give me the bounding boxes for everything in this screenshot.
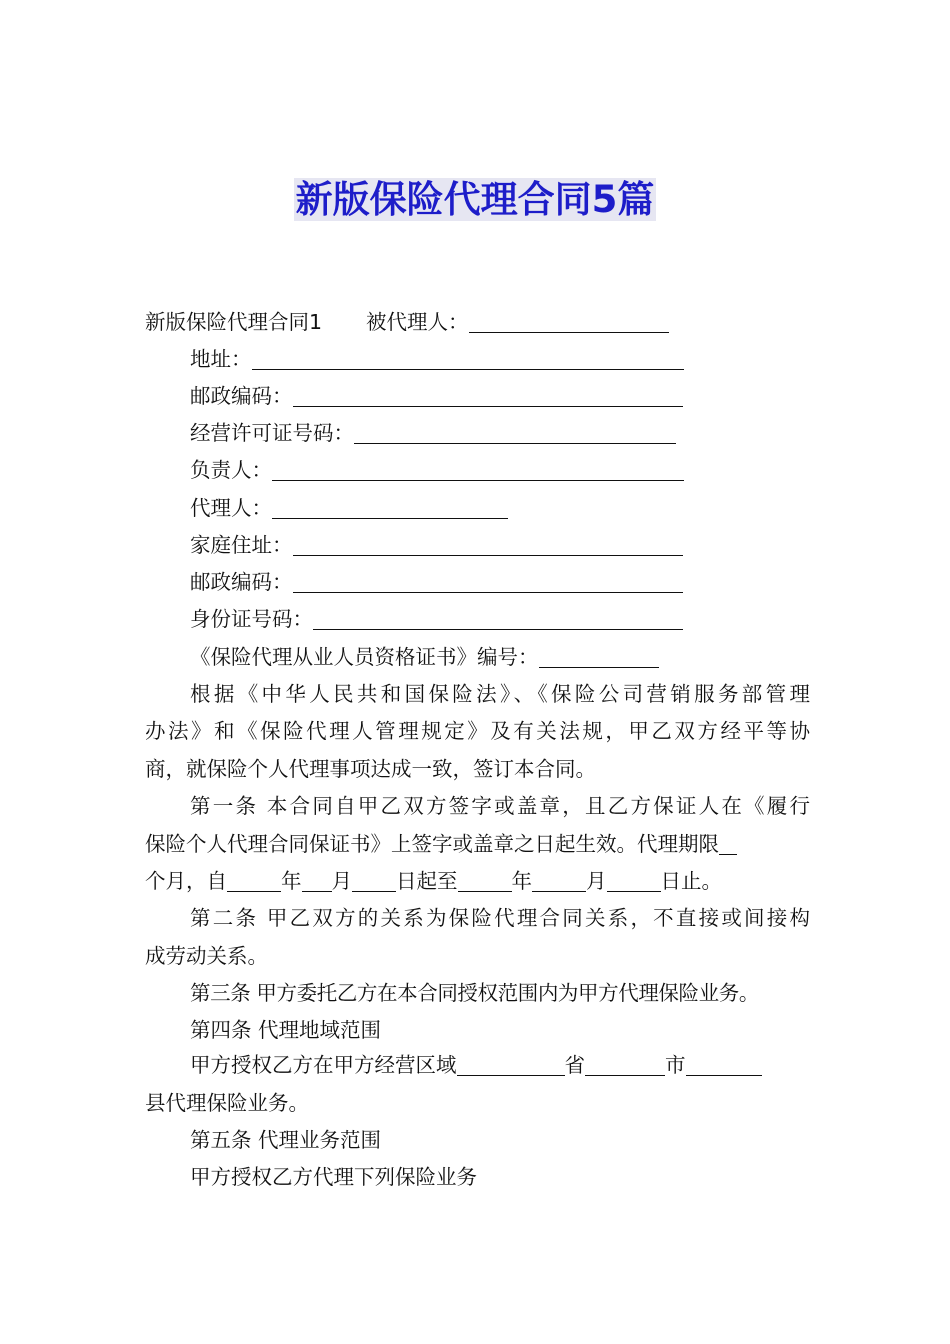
article-4-heading: 第四条 代理地域范围	[190, 1018, 382, 1042]
article-1-line-1: 第一条 本合同自甲乙双方签字或盖章，且乙方保证人在《履行	[190, 794, 810, 818]
contract-heading-line	[145, 303, 810, 341]
id-number-field: 身份证号码：	[190, 600, 810, 638]
preamble-line-2: 办法》和《保险代理人管理规定》及有关法规，甲乙双方经平等协	[145, 719, 810, 743]
agent-postal-code-blank	[293, 566, 683, 593]
responsible-person-field: 负责人：	[190, 451, 810, 489]
preamble-line-1: 根据《中华人民共和国保险法》、《保险公司营销服务部管理	[190, 682, 810, 706]
start-year-blank	[227, 865, 281, 892]
postal-code-blank	[293, 380, 683, 407]
article-4-line-2: 县代理保险业务。	[145, 1091, 309, 1115]
agent-blank	[272, 492, 508, 519]
id-number-blank	[313, 603, 683, 630]
principal-blank	[469, 306, 669, 333]
home-address-field: 家庭住址：	[190, 526, 810, 564]
article-1-line-2: 保险个人代理合同保证书》上签字或盖章之日起生效。代理期限	[145, 825, 810, 863]
end-day-blank	[607, 865, 661, 892]
article-1-line-3: 个月，自 年 月 日起至 年 月 日止。	[145, 862, 810, 900]
article-2-line-2: 成劳动关系。	[145, 944, 268, 968]
article-4-region-line: 甲方授权乙方在甲方经营区域 省 市	[190, 1046, 810, 1084]
home-address-blank	[293, 529, 683, 556]
address-field: 地址：	[190, 340, 810, 378]
end-month-blank	[532, 865, 586, 892]
county-blank	[686, 1049, 762, 1076]
license-number-blank	[354, 417, 676, 444]
certificate-number-blank	[539, 641, 659, 668]
preamble-line-3: 商，就保险个人代理事项达成一致，签订本合同。	[145, 757, 596, 781]
city-blank	[585, 1049, 665, 1076]
province-blank	[457, 1049, 565, 1076]
start-month-blank	[302, 865, 332, 892]
address-blank	[252, 343, 684, 370]
postal-code-field: 邮政编码：	[190, 377, 810, 415]
article-5-line-1: 甲方授权乙方代理下列保险业务	[190, 1165, 477, 1189]
document-title: 新版保险代理合同5篇	[295, 178, 655, 221]
certificate-number-field: 《保险代理从业人员资格证书》编号：	[190, 638, 810, 676]
article-3: 第三条 甲方委托乙方在本合同授权范围内为甲方代理保险业务。	[190, 981, 759, 1005]
start-day-blank	[352, 865, 396, 892]
license-number-field: 经营许可证号码：	[190, 414, 810, 452]
article-5-heading: 第五条 代理业务范围	[190, 1128, 382, 1152]
term-months-blank	[719, 828, 737, 855]
end-year-blank	[458, 865, 512, 892]
agent-postal-code-field: 邮政编码：	[190, 563, 810, 601]
article-2-line-1: 第二条 甲乙双方的关系为保险代理合同关系，不直接或间接构	[190, 906, 810, 930]
principal-label: 被代理人：	[366, 310, 469, 334]
agent-field: 代理人：	[190, 489, 810, 527]
contract-number: 新版保险代理合同1	[145, 310, 323, 334]
responsible-person-blank	[272, 454, 684, 481]
